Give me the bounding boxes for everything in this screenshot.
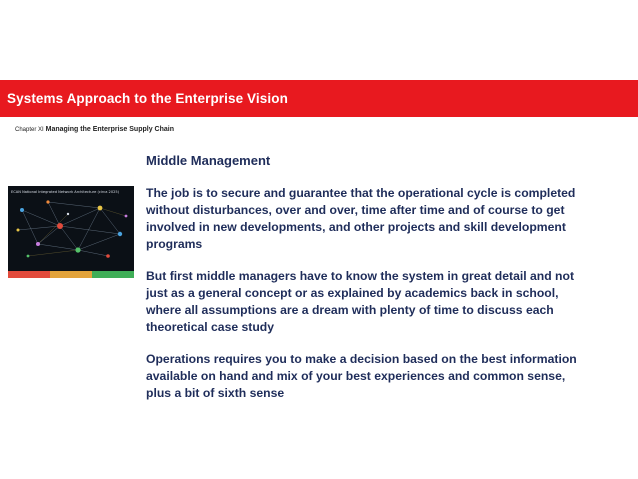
paragraph-operations: Operations requires you to make a decision based on the best information available on hand and mix of your best experiences and common sense, plus a bit of sixth sense xyxy=(146,352,577,400)
paragraph-job: The job is to secure and guarantee that the operational cycle is completed without disturbances, over and over, time after time and of course to get involved in new developments, and other projects and skill development programs xyxy=(146,186,576,251)
course-title: Managing the Enterprise Supply Chain xyxy=(45,126,174,133)
figure-caption: ECAN National Integrated Network Architecture (circa 2025) xyxy=(11,190,120,194)
chapter-label: Chapter XI xyxy=(15,127,44,133)
main-content xyxy=(146,152,592,417)
paragraph-system-knowledge: But first middle managers have to know the system in great detail and not just as a general concept or as explained by academics back in school, where all assumptions are a dream with plenty of time to discuss each theoretical case study xyxy=(146,269,575,334)
network-architecture-figure xyxy=(8,186,134,278)
title-banner xyxy=(0,80,638,117)
slide-title: Systems Approach to the Enterprise Vision xyxy=(7,91,288,106)
network-diagram-image xyxy=(8,186,134,278)
section-heading: Middle Management xyxy=(146,153,271,168)
chapter-subheading xyxy=(15,126,174,133)
